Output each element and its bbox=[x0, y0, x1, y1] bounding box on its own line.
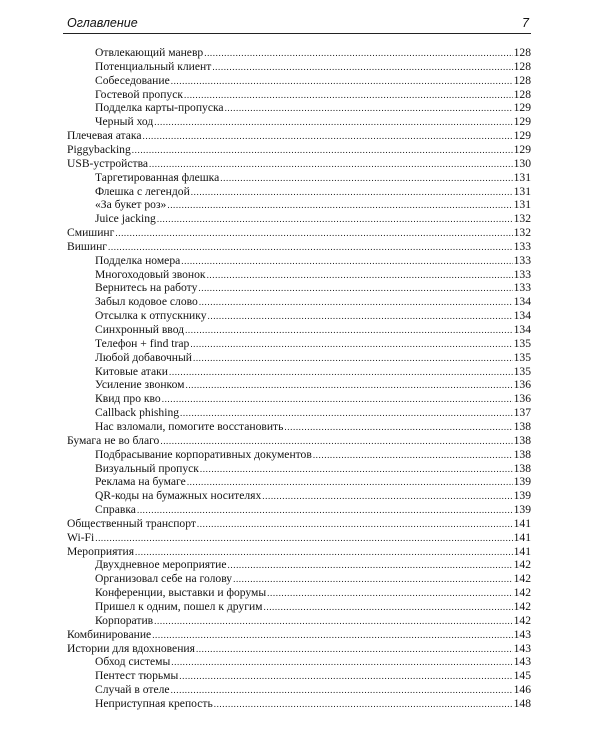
running-header-title: Оглавление bbox=[67, 16, 138, 30]
toc-subsection-entry[interactable] bbox=[95, 212, 531, 226]
toc-dot-leader bbox=[267, 586, 512, 600]
toc-entry-page-number: 142 bbox=[513, 572, 531, 586]
toc-subsection-entry[interactable] bbox=[95, 60, 531, 74]
toc-entry-page-number: 133 bbox=[513, 239, 531, 253]
toc-entry-title: Мероприятия bbox=[67, 544, 135, 558]
toc-entry-title: Бумага не во благо bbox=[67, 433, 160, 447]
toc-dot-leader bbox=[262, 489, 512, 503]
running-header-page-number: 7 bbox=[522, 16, 529, 30]
toc-entry-title: Двухдневное мероприятие bbox=[95, 558, 227, 572]
toc-entry-title: Визуальный пропуск bbox=[95, 461, 199, 475]
toc-subsection-entry[interactable] bbox=[95, 171, 531, 185]
toc-subsection-entry[interactable] bbox=[95, 683, 531, 697]
toc-subsection-entry[interactable] bbox=[95, 406, 531, 420]
toc-section-entry[interactable] bbox=[67, 434, 531, 448]
toc-entry-page-number: 145 bbox=[513, 669, 531, 683]
toc-entry-title: Неприступная крепость bbox=[95, 696, 213, 710]
toc-entry-page-number: 142 bbox=[513, 558, 531, 572]
toc-dot-leader bbox=[137, 503, 513, 517]
toc-entry-page-number: 129 bbox=[513, 115, 531, 129]
toc-entry-title: Смишинг bbox=[67, 226, 115, 240]
toc-subsection-entry[interactable] bbox=[95, 295, 531, 309]
toc-entry-title: Отсылка к отпускнику bbox=[95, 309, 207, 323]
toc-entry-title: Многоходовый звонок bbox=[95, 267, 206, 281]
toc-subsection-entry[interactable] bbox=[95, 558, 531, 572]
toc-entry-page-number: 142 bbox=[513, 613, 531, 627]
toc-subsection-entry[interactable] bbox=[95, 378, 531, 392]
toc-entry-page-number: 143 bbox=[513, 655, 531, 669]
toc-dot-leader bbox=[196, 642, 513, 656]
toc-entry-page-number: 138 bbox=[513, 447, 531, 461]
toc-dot-leader bbox=[185, 323, 513, 337]
toc-dot-leader bbox=[207, 268, 513, 282]
toc-dot-leader bbox=[160, 434, 512, 448]
toc-entry-page-number: 129 bbox=[513, 129, 531, 143]
toc-subsection-entry[interactable] bbox=[95, 392, 531, 406]
toc-dot-leader bbox=[143, 129, 513, 143]
toc-subsection-entry[interactable] bbox=[95, 489, 531, 503]
toc-entry-page-number: 133 bbox=[513, 281, 531, 295]
toc-subsection-entry[interactable] bbox=[95, 572, 531, 586]
toc-dot-leader bbox=[115, 226, 512, 240]
toc-entry-title: Таргетированная флешка bbox=[95, 170, 220, 184]
toc-entry-title: QR-коды на бумажных носителях bbox=[95, 489, 262, 503]
toc-entry-page-number: 138 bbox=[513, 419, 531, 433]
toc-subsection-entry[interactable] bbox=[95, 669, 531, 683]
toc-entry-page-number: 138 bbox=[513, 461, 531, 475]
toc-dot-leader bbox=[200, 462, 513, 476]
toc-entry-title: Забыл кодовое слово bbox=[95, 295, 198, 309]
toc-subsection-entry[interactable] bbox=[95, 448, 531, 462]
toc-section-entry[interactable] bbox=[67, 129, 531, 143]
toc-entry-page-number: 135 bbox=[513, 350, 531, 364]
toc-entry-title: «За букет роз» bbox=[95, 198, 167, 212]
toc-entry-title: Флешка с легендой bbox=[95, 184, 190, 198]
toc-entry-page-number: 148 bbox=[513, 696, 531, 710]
toc-entry-title: Синхронный ввод bbox=[95, 323, 185, 336]
toc-entry-title: Плечевая атака bbox=[67, 129, 142, 143]
toc-entry-title: Подделка номера bbox=[95, 253, 181, 267]
toc-dot-leader bbox=[185, 378, 512, 392]
toc-dot-leader bbox=[184, 88, 513, 102]
toc-section-entry[interactable] bbox=[67, 517, 531, 531]
toc-dot-leader bbox=[171, 683, 513, 697]
toc-dot-leader bbox=[220, 171, 512, 185]
toc-subsection-entry[interactable] bbox=[95, 323, 531, 337]
toc-entry-page-number: 131 bbox=[513, 198, 531, 212]
toc-entry-page-number: 134 bbox=[513, 323, 531, 336]
toc-subsection-entry[interactable] bbox=[95, 74, 531, 88]
toc-entry-title: Нас взломали, помогите восстановить bbox=[95, 419, 284, 433]
toc-subsection-entry[interactable] bbox=[95, 185, 531, 199]
toc-subsection-entry[interactable] bbox=[95, 115, 531, 129]
toc-entry-title: Пентест тюрьмы bbox=[95, 669, 179, 683]
toc-entry-title: Пришел к одним, пошел к другим bbox=[95, 600, 263, 613]
toc-subsection-entry[interactable] bbox=[95, 420, 531, 434]
toc-subsection-entry[interactable] bbox=[95, 88, 531, 102]
toc-entry-page-number: 133 bbox=[513, 267, 531, 281]
toc-subsection-entry[interactable] bbox=[95, 475, 531, 489]
toc-dot-leader bbox=[152, 628, 512, 642]
toc-dot-leader bbox=[181, 254, 512, 268]
toc-entry-page-number: 139 bbox=[513, 503, 531, 517]
toc-entry-page-number: 132 bbox=[513, 212, 531, 226]
toc-subsection-entry[interactable] bbox=[95, 46, 531, 60]
toc-entry-title: Реклама на бумаге bbox=[95, 475, 186, 489]
toc-dot-leader bbox=[179, 669, 512, 683]
toc-entry-page-number: 143 bbox=[513, 641, 531, 655]
toc-dot-leader bbox=[180, 406, 513, 420]
toc-dot-leader bbox=[204, 46, 512, 60]
toc-dot-leader bbox=[169, 365, 513, 379]
toc-entry-title: Собеседование bbox=[95, 73, 170, 87]
toc-dot-leader bbox=[225, 101, 513, 115]
toc-entry-page-number: 136 bbox=[513, 392, 531, 406]
toc-entry-page-number: 130 bbox=[513, 156, 531, 170]
toc-dot-leader bbox=[108, 240, 513, 254]
toc-entry-title: Любой добавочный bbox=[95, 350, 192, 364]
toc-dot-leader bbox=[149, 157, 513, 171]
toc-entry-title: Вишинг bbox=[67, 239, 108, 253]
toc-entry-page-number: 131 bbox=[513, 170, 531, 184]
toc-dot-leader bbox=[132, 143, 513, 157]
toc-dot-leader bbox=[162, 392, 513, 406]
toc-dot-leader bbox=[284, 420, 512, 434]
toc-dot-leader bbox=[191, 185, 513, 199]
toc-entry-title: Конференции, выставки и форумы bbox=[95, 586, 267, 600]
toc-entry-page-number: 133 bbox=[513, 253, 531, 267]
toc-entry-title: Callback phishing bbox=[95, 406, 180, 420]
toc-entry-title: Общественный транспорт bbox=[67, 516, 196, 530]
toc-entry-page-number: 146 bbox=[513, 683, 531, 697]
toc-subsection-entry[interactable] bbox=[95, 198, 531, 212]
toc-subsection-entry[interactable] bbox=[95, 600, 531, 614]
toc-entry-page-number: 135 bbox=[513, 364, 531, 378]
toc-entry-page-number: 135 bbox=[513, 336, 531, 350]
toc-subsection-entry[interactable] bbox=[95, 351, 531, 365]
toc-entry-title: Усиление звонком bbox=[95, 378, 185, 392]
toc-entry-page-number: 141 bbox=[513, 530, 531, 544]
toc-entry-title: Случай в отеле bbox=[95, 683, 170, 697]
toc-dot-leader bbox=[214, 697, 513, 711]
toc-entry-page-number: 142 bbox=[513, 600, 531, 613]
toc-subsection-entry[interactable] bbox=[95, 281, 531, 295]
toc-entry-page-number: 134 bbox=[513, 309, 531, 323]
toc-entry-page-number: 131 bbox=[513, 184, 531, 198]
toc-subsection-entry[interactable] bbox=[95, 254, 531, 268]
toc-subsection-entry[interactable] bbox=[95, 697, 531, 711]
toc-subsection-entry[interactable] bbox=[95, 365, 531, 379]
toc-subsection-entry[interactable] bbox=[95, 101, 531, 115]
toc-section-entry[interactable] bbox=[67, 240, 531, 254]
toc-entry-title: Комбинирование bbox=[67, 627, 152, 641]
toc-dot-leader bbox=[171, 655, 512, 669]
toc-entry-title: Потенциальный клиент bbox=[95, 59, 212, 73]
toc-entry-title: Подбрасывание корпоративных документов bbox=[95, 447, 312, 461]
toc-dot-leader bbox=[135, 545, 513, 559]
toc-dot-leader bbox=[157, 212, 513, 226]
toc-entry-title: Подделка карты-пропуска bbox=[95, 101, 224, 115]
toc-entry-page-number: 129 bbox=[513, 101, 531, 115]
toc-subsection-entry[interactable] bbox=[95, 655, 531, 669]
toc-entry-title: Wi-Fi bbox=[67, 530, 95, 544]
toc-entry-title: Черный ход bbox=[95, 115, 154, 129]
toc-entry-page-number: 141 bbox=[513, 516, 531, 530]
toc-subsection-entry[interactable] bbox=[95, 337, 531, 351]
toc-entry-page-number: 128 bbox=[513, 59, 531, 73]
toc-dot-leader bbox=[95, 531, 512, 545]
toc-entry-title: Справка bbox=[95, 503, 136, 517]
toc-entry-title: Гостевой пропуск bbox=[95, 87, 183, 101]
toc-entry-page-number: 141 bbox=[513, 544, 531, 558]
toc-entry-title: Корпоратив bbox=[95, 613, 154, 627]
toc-subsection-entry[interactable] bbox=[95, 462, 531, 476]
toc-entry-title: Телефон + find trap bbox=[95, 336, 190, 350]
toc-dot-leader bbox=[154, 115, 512, 129]
toc-dot-leader bbox=[193, 351, 513, 365]
toc-section-entry[interactable] bbox=[67, 642, 531, 656]
toc-entry-page-number: 137 bbox=[513, 406, 531, 420]
toc-section-entry[interactable] bbox=[67, 157, 531, 171]
toc-dot-leader bbox=[208, 309, 513, 323]
toc-entry-title: USB-устройства bbox=[67, 156, 149, 170]
toc-entry-title: Истории для вдохновения bbox=[67, 641, 195, 655]
toc-subsection-entry[interactable] bbox=[95, 586, 531, 600]
toc-entry-title: Квид про кво bbox=[95, 392, 161, 406]
toc-dot-leader bbox=[313, 448, 513, 462]
toc-dot-leader bbox=[212, 60, 512, 74]
toc-entry-title: Вернитесь на работу bbox=[95, 281, 198, 295]
toc-entry-page-number: 143 bbox=[513, 627, 531, 641]
toc-entry-page-number: 128 bbox=[513, 46, 531, 59]
toc-entry-page-number: 129 bbox=[513, 142, 531, 156]
toc-section-entry[interactable] bbox=[67, 226, 531, 240]
toc-entry-title: Отвлекающий маневр bbox=[95, 46, 204, 59]
toc-entry-title: Piggybacking bbox=[67, 142, 131, 156]
toc-section-entry[interactable] bbox=[67, 545, 531, 559]
toc-entry-page-number: 136 bbox=[513, 378, 531, 392]
toc-dot-leader bbox=[171, 74, 513, 88]
toc-entry-title: Обход системы bbox=[95, 655, 171, 669]
toc-entry-page-number: 128 bbox=[513, 73, 531, 87]
toc-entry-page-number: 138 bbox=[513, 433, 531, 447]
toc-dot-leader bbox=[190, 337, 512, 351]
toc-section-entry[interactable] bbox=[67, 628, 531, 642]
toc-dot-leader bbox=[198, 281, 512, 295]
toc-entry-title: Китовые атаки bbox=[95, 364, 168, 378]
toc-dot-leader bbox=[187, 475, 513, 489]
toc-section-entry[interactable] bbox=[67, 531, 531, 545]
toc-entry-title: Организовал себе на голову bbox=[95, 572, 233, 586]
toc-dot-leader bbox=[228, 558, 513, 572]
toc-dot-leader bbox=[233, 572, 513, 586]
toc-dot-leader bbox=[199, 295, 513, 309]
toc-entry-page-number: 132 bbox=[513, 226, 531, 240]
toc-entry-page-number: 139 bbox=[513, 489, 531, 503]
toc-dot-leader bbox=[154, 614, 512, 628]
toc-entry-page-number: 128 bbox=[513, 87, 531, 101]
toc-entry-page-number: 142 bbox=[513, 586, 531, 600]
toc-dot-leader bbox=[167, 198, 512, 212]
toc-subsection-entry[interactable] bbox=[95, 309, 531, 323]
toc-dot-leader bbox=[264, 600, 513, 614]
toc-entry-page-number: 139 bbox=[513, 475, 531, 489]
toc-section-entry[interactable] bbox=[67, 143, 531, 157]
toc-subsection-entry[interactable] bbox=[95, 268, 531, 282]
toc-dot-leader bbox=[197, 517, 513, 531]
toc-entry-page-number: 134 bbox=[513, 295, 531, 309]
toc-subsection-entry[interactable] bbox=[95, 614, 531, 628]
toc-entry-title: Juice jacking bbox=[95, 212, 156, 226]
toc-subsection-entry[interactable] bbox=[95, 503, 531, 517]
